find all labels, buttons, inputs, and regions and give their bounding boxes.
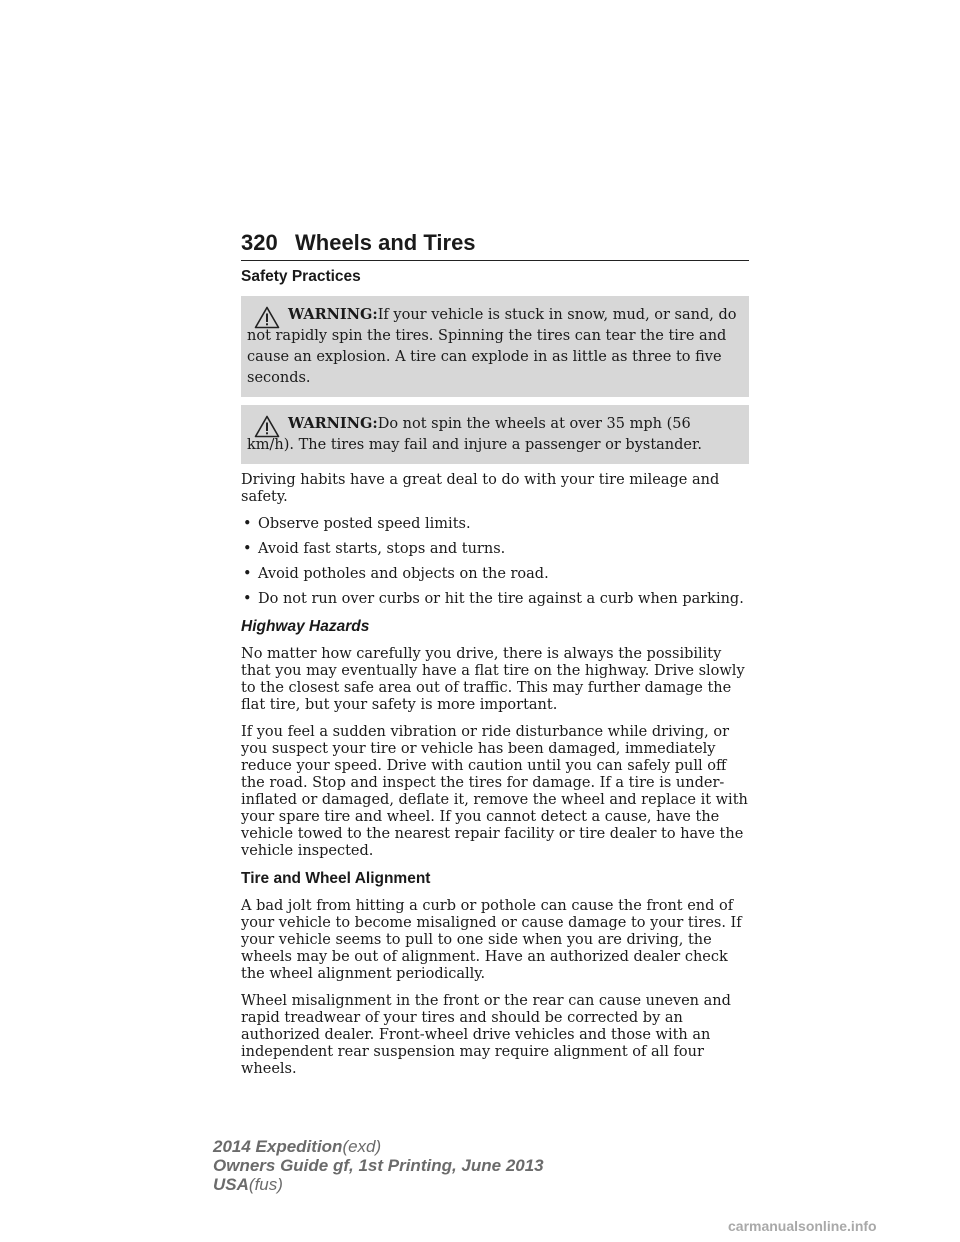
section-heading-highway-hazards: Highway Hazards (241, 618, 370, 635)
list-item: • Avoid potholes and objects on the road. (243, 566, 549, 582)
page-content (241, 268, 749, 1088)
document-footer (213, 1137, 544, 1194)
alignment-paragraph-2: Wheel misalignment in the front or the rear can cause uneven and rapid treadwear of your tires and should be corrected by an authorized dealer. Front-wheel drive vehicles and those with an independent rear suspension may require alignment of all four wheels. (241, 993, 731, 1077)
footer-model: 2014 Expedition (213, 1137, 343, 1156)
chapter-title: Wheels and Tires (295, 230, 476, 255)
page-header (241, 228, 749, 261)
list-item: • Do not run over curbs or hit the tire against a curb when parking. (243, 591, 744, 607)
list-item: • Observe posted speed limits. (243, 516, 471, 532)
footer-market: USA (213, 1175, 249, 1194)
warning-text: If your vehicle is stuck in snow, mud, or sand, do not rapidly spin the tires. Spinning the tires can tear the tire and cause an explosion. A tire can explode in as little as three to five seconds. (247, 307, 737, 386)
warning-triangle-icon (254, 415, 280, 438)
list-item: • Avoid fast starts, stops and turns. (243, 541, 506, 557)
section-heading-safety-practices: Safety Practices (241, 268, 361, 285)
footer-market-code: (fus) (248, 1175, 283, 1194)
footer-model-code: (exd) (342, 1137, 382, 1156)
warning-label: WARNING: (288, 415, 378, 432)
page-number: 320 (241, 230, 278, 255)
warning-triangle-icon (254, 306, 280, 329)
driving-habits-intro: Driving habits have a great deal to do with your tire mileage and safety. (241, 472, 720, 505)
warning-box-wheel-spin (241, 405, 749, 464)
warning-label: WARNING: (288, 306, 378, 323)
section-heading-alignment: Tire and Wheel Alignment (241, 870, 431, 887)
watermark: carmanualsonline.info (728, 1218, 877, 1234)
highway-paragraph-1: No matter how carefully you drive, there is always the possibility that you may eventually have a flat tire on the highway. Drive slowly to the closest safe area out of traffic. This may further damage the flat tire, but your safety is more important. (241, 646, 745, 713)
driving-tips-list (241, 516, 749, 608)
warning-text: Do not spin the wheels at over 35 mph (56 km/h). The tires may fail and injure a passenger or bystander. (247, 416, 702, 453)
warning-box-stuck-vehicle (241, 296, 749, 397)
footer-edition: Owners Guide gf, 1st Printing, June 2013 (213, 1156, 544, 1175)
alignment-paragraph-1: A bad jolt from hitting a curb or pothole can cause the front end of your vehicle to become misaligned or cause damage to your tires. If your vehicle seems to pull to one side when you are driving, the wheels may be out of alignment. Have an authorized dealer check the wheel alignment periodically. (241, 898, 742, 982)
highway-paragraph-2: If you feel a sudden vibration or ride disturbance while driving, or you suspect your tire or vehicle has been damaged, immediately reduce your speed. Drive with caution until you can safely pull off the road. Stop and inspect the tires for damage. If a tire is under-inflated or damaged, deflate it, remove the wheel and replace it with your spare tire and wheel. If you cannot detect a cause, have the vehicle towed to the nearest repair facility or tire dealer to have the vehicle inspected. (241, 724, 748, 859)
